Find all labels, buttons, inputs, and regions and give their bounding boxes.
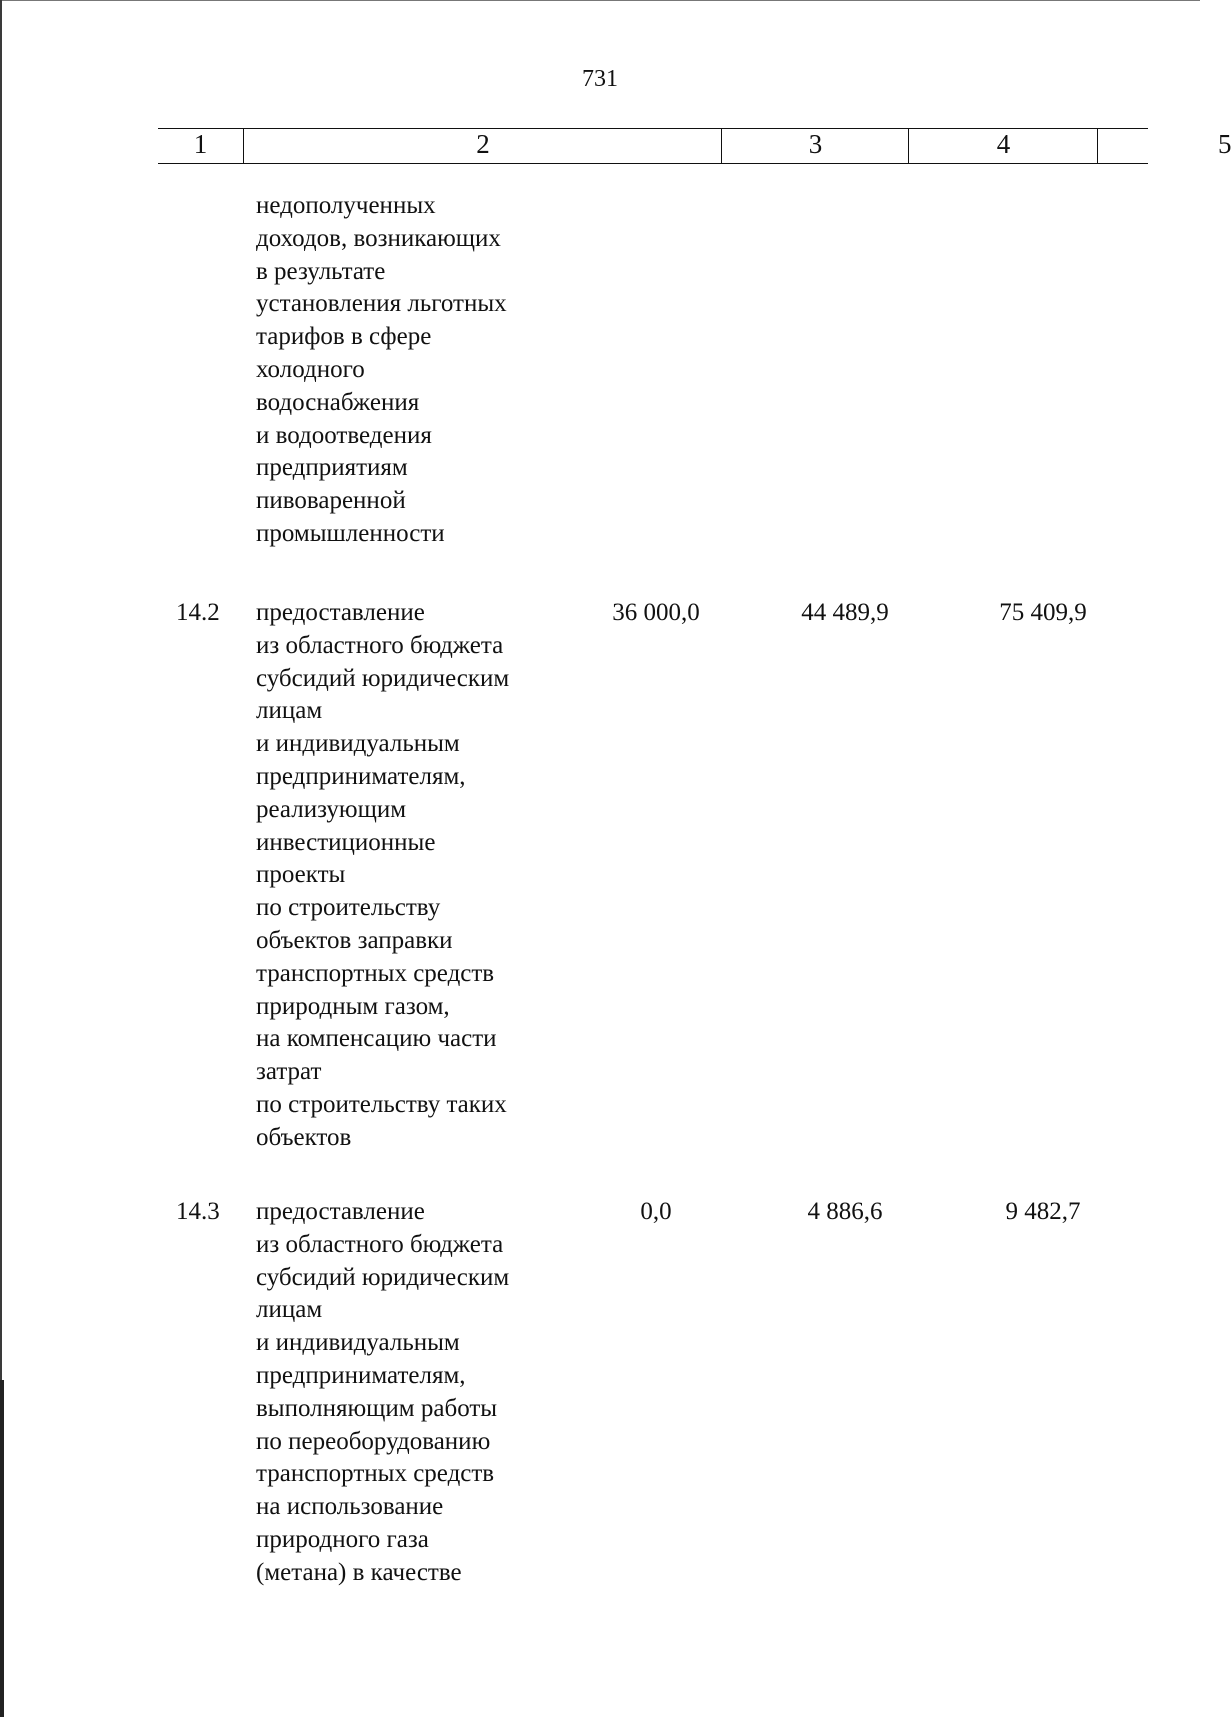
row-value-col-3: 36 000,0 [612, 599, 700, 626]
row-description: предоставление из областного бюджета субсидий юридическим лицам и индивидуальным предпринимателям, реализующим инвестиционные проекты по строительству объектов заправки транспортных средств природным газом, на компенсацию части затрат по строительству таких объектов [256, 599, 510, 1151]
header-col-2: 2 [243, 129, 722, 163]
scan-edge-top [0, 0, 1200, 1]
row-value-col-4: 4 886,6 [807, 1198, 883, 1225]
row-description: предоставление из областного бюджета субсидий юридическим лицам и индивидуальным предпринимателям, выполняющим работы по переоборудованию транспортных средств на использование природного газа (метана) в качестве [256, 1198, 510, 1586]
row-number: 14.3 [176, 1198, 220, 1225]
row-description: недополученных доходов, возникающих в результате установления льготных тарифов в сфере холодного водоснабжения и водоотведения предприятиям пивоваренной промышленности [256, 192, 507, 547]
page-number: 731 [582, 66, 618, 92]
row-value-col-4: 44 489,9 [801, 599, 889, 626]
row-value-col-3: 0,0 [640, 1198, 672, 1225]
header-col-4: 4 [908, 129, 1098, 163]
row-value-col-5: 75 409,9 [999, 599, 1087, 626]
header-col-5 [1097, 129, 1232, 163]
header-col-1: 1 [193, 129, 208, 159]
header-col-3: 3 [721, 129, 909, 163]
table-header [158, 128, 1232, 164]
row-value-col-5: 9 482,7 [1005, 1198, 1081, 1225]
header-col-5-label: 5 [1218, 129, 1232, 159]
row-number: 14.2 [176, 599, 220, 626]
scan-edge-left-lower [0, 1380, 4, 1717]
